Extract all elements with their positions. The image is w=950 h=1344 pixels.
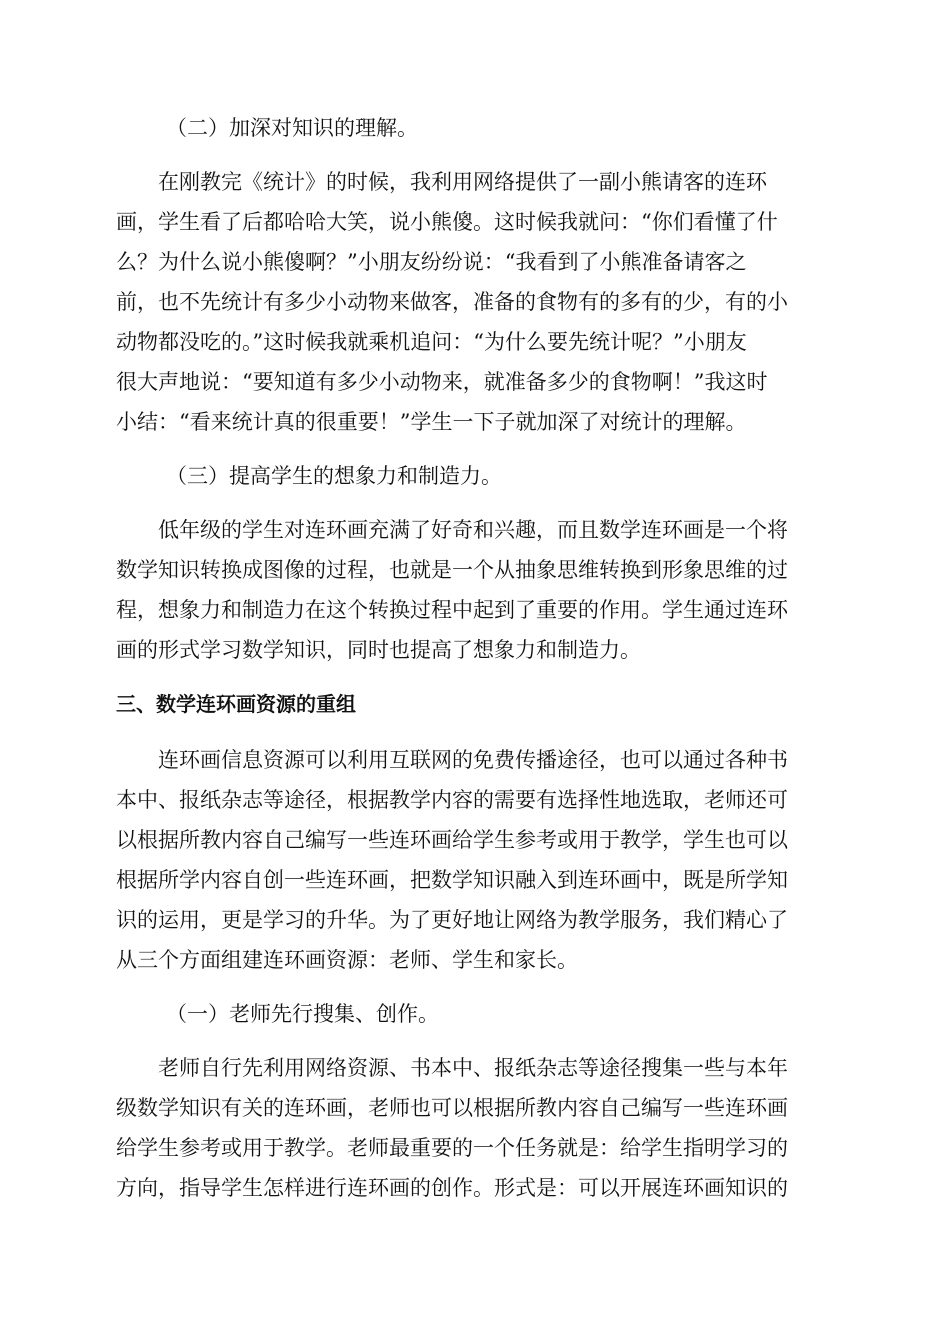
paragraph-line: 低年级的学生对连环画充满了好奇和兴趣，而且数学连环画是一个将	[158, 518, 788, 542]
section-heading-resource-reorganization	[116, 684, 834, 724]
paragraph-line: 识的运用，更是学习的升华。为了更好地让网络为教学服务，我们精心了	[116, 908, 788, 932]
paragraph-line: 老师自行先利用网络资源、书本中、报纸杂志等途径搜集一些与本年	[158, 1056, 788, 1080]
paragraph-resource-sources	[116, 740, 834, 980]
paragraph-line: 级数学知识有关的连环画，老师也可以根据所教内容自己编写一些连环画	[116, 1096, 788, 1120]
paragraph-line: 以根据所教内容自己编写一些连环画给学生参考或用于教学，学生也可以	[116, 828, 788, 852]
paragraph-statistics-example	[116, 162, 834, 442]
paragraph-line: 根据所学内容自创一些连环画，把数学知识融入到连环画中，既是所学知	[116, 868, 788, 892]
document-page	[116, 108, 834, 1208]
subheading-text: （一）老师先行搜集、创作。	[166, 1002, 439, 1026]
paragraph-line: 程，想象力和制造力在这个转换过程中起到了重要的作用。学生通过连环	[116, 598, 788, 622]
paragraph-line: 本中、报纸杂志等途径，根据教学内容的需要有选择性地选取，老师还可	[116, 788, 788, 812]
paragraph-line: 很大声地说：“要知道有多少小动物来，就准备多少的食物啊！”我这时	[116, 370, 768, 394]
paragraph-line: 数学知识转换成图像的过程，也就是一个从抽象思维转换到形象思维的过	[116, 558, 788, 582]
paragraph-line: 画，学生看了后都哈哈大笑，说小熊傻。这时候我就问：“你们看懂了什	[116, 210, 778, 234]
paragraph-teacher-collection	[116, 1048, 834, 1208]
section-heading-text: 三、数学连环画资源的重组	[116, 692, 356, 716]
paragraph-line: 么？为什么说小熊傻啊？”小朋友纷纷说：“我看到了小熊准备请客之	[116, 250, 747, 274]
subheading-imagination	[116, 456, 834, 496]
paragraph-line: 给学生参考或用于教学。老师最重要的一个任务就是：给学生指明学习的	[116, 1136, 788, 1160]
subheading-text: （二）加深对知识的理解。	[166, 116, 418, 140]
paragraph-line: 动物都没吃的。”这时候我就乘机追问：“为什么要先统计呢？”小朋友	[116, 330, 747, 354]
paragraph-line: 方向，指导学生怎样进行连环画的创作。形式是：可以开展连环画知识的	[116, 1176, 788, 1200]
subheading-deepen-understanding	[116, 108, 834, 148]
paragraph-imagination	[116, 510, 834, 670]
paragraph-line: 在刚教完《统计》的时候，我利用网络提供了一副小熊请客的连环	[158, 170, 767, 194]
paragraph-line: 从三个方面组建连环画资源：老师、学生和家长。	[116, 948, 578, 972]
paragraph-line: 前，也不先统计有多少小动物来做客，准备的食物有的多有的少，有的小	[116, 290, 788, 314]
subheading-text: （三）提高学生的想象力和制造力。	[166, 464, 502, 488]
subheading-teacher-first	[116, 994, 834, 1034]
paragraph-line: 连环画信息资源可以利用互联网的免费传播途径，也可以通过各种书	[158, 748, 788, 772]
paragraph-line: 画的形式学习数学知识，同时也提高了想象力和制造力。	[116, 638, 641, 662]
paragraph-line: 小结：“看来统计真的很重要！”学生一下子就加深了对统计的理解。	[116, 410, 747, 434]
